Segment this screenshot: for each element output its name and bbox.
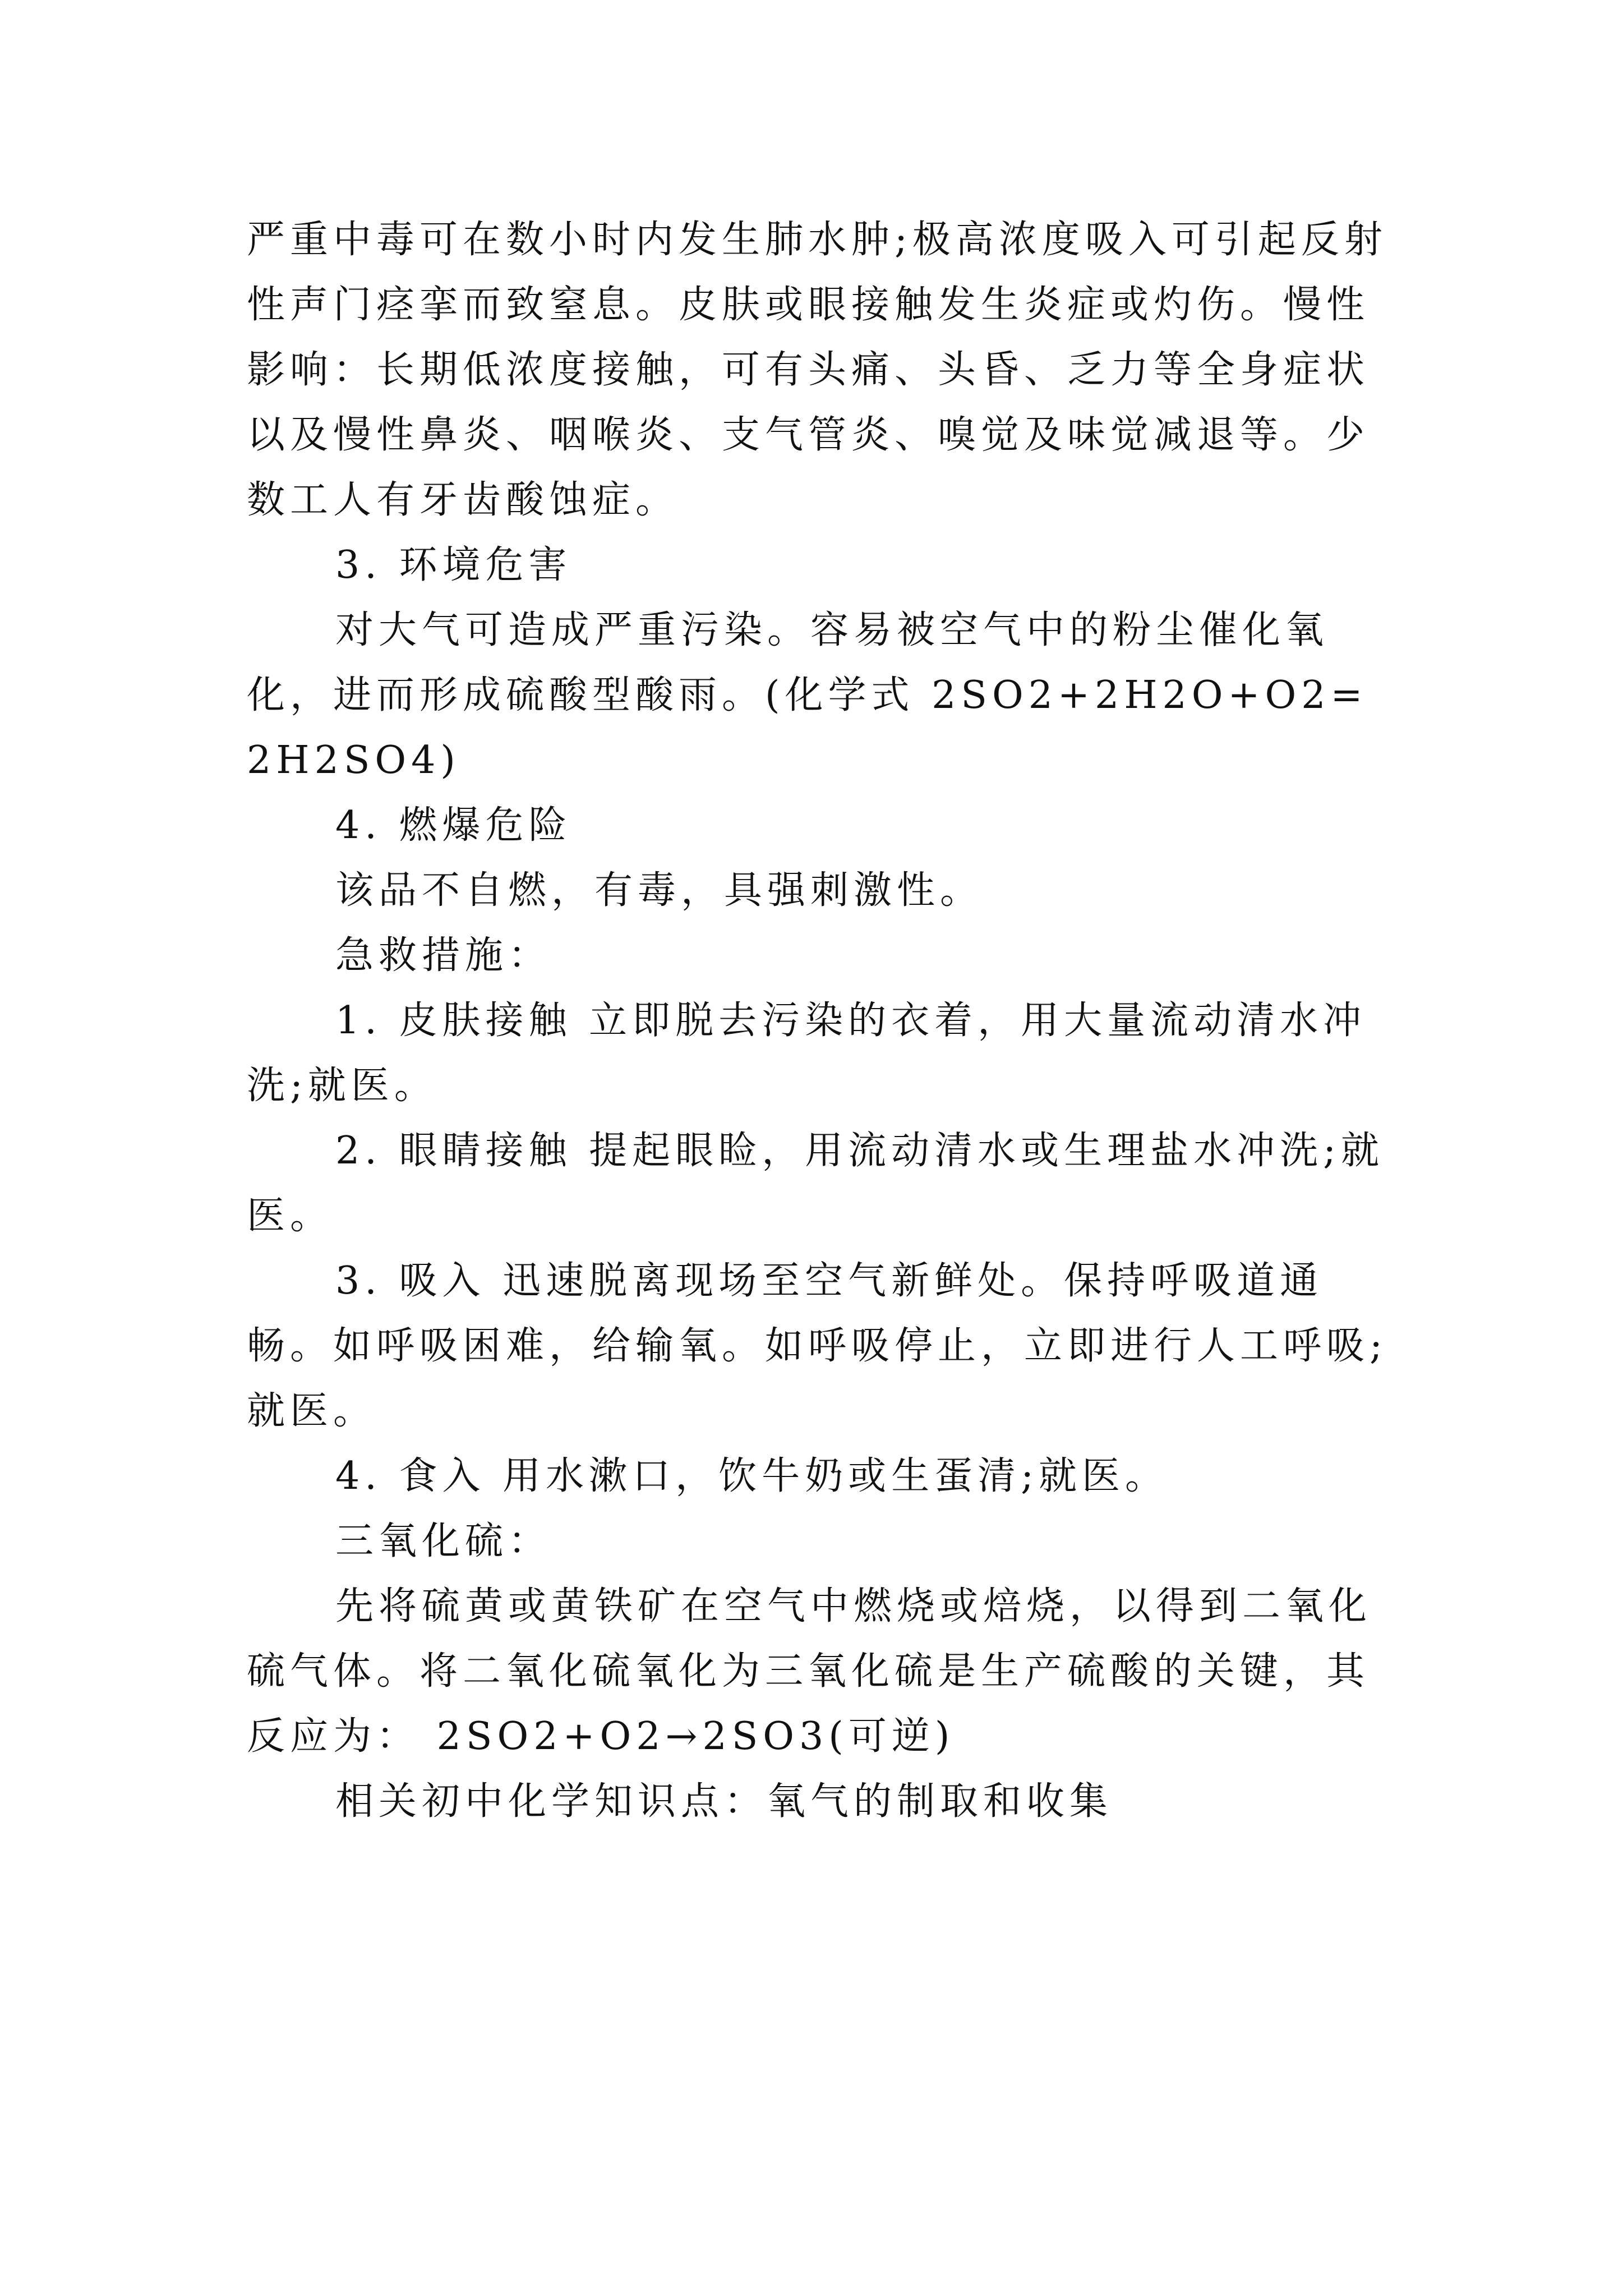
document-body xyxy=(247,208,1391,1834)
paragraph-environmental-hazard: 对大气可造成严重污染。容易被空气中的粉尘催化氧化，进而形成硫酸型酸雨。(化学式 2SO2+2H2O+O2=2H2SO4) xyxy=(247,608,1368,783)
first-aid-ingestion: 4. 食入 用水漱口，饮牛奶或生蛋清;就医。 xyxy=(335,1454,1169,1498)
heading-sulfur-trioxide: 三氧化硫： xyxy=(335,1519,552,1563)
heading-explosion-hazard: 4. 燃爆危险 xyxy=(335,803,572,848)
paragraph-sulfur-trioxide-production: 先将硫黄或黄铁矿在空气中燃烧或焙烧，以得到二氧化硫气体。将二氧化硫氧化为三氧化硫是生产硫酸的关键，其反应为： 2SO2+O2→2SO3(可逆) xyxy=(247,1584,1372,1759)
first-aid-inhalation: 3. 吸入 迅速脱离现场至空气新鲜处。保持呼吸道通畅。如呼吸困难，给输氧。如呼吸停止，立即进行人工呼吸;就医。 xyxy=(247,1259,1387,1433)
first-aid-skin-contact: 1. 皮肤接触 立即脱去污染的衣着，用大量流动清水冲洗;就医。 xyxy=(247,999,1367,1108)
first-aid-eye-contact: 2. 眼睛接触 提起眼睑，用流动清水或生理盐水冲洗;就医。 xyxy=(247,1129,1385,1238)
paragraph-explosion-hazard: 该品不自燃，有毒，具强刺激性。 xyxy=(335,868,984,913)
paragraph-toxicity-effects: 严重中毒可在数小时内发生肺水肿;极高浓度吸入可引起反射性声门痉挛而致窒息。皮肤或眼接触发生炎症或灼伤。慢性影响：长期低浓度接触，可有头痛、头昏、乏力等全身症状以及慢性鼻炎、咽喉炎、支气管炎、嗅觉及味觉减退等。少数工人有牙齿酸蚀症。 xyxy=(247,218,1387,522)
paragraph-related-knowledge: 相关初中化学知识点：氧气的制取和收集 xyxy=(335,1779,1113,1824)
heading-first-aid: 急救措施： xyxy=(335,933,552,978)
heading-environmental-hazard: 3. 环境危害 xyxy=(335,543,572,587)
